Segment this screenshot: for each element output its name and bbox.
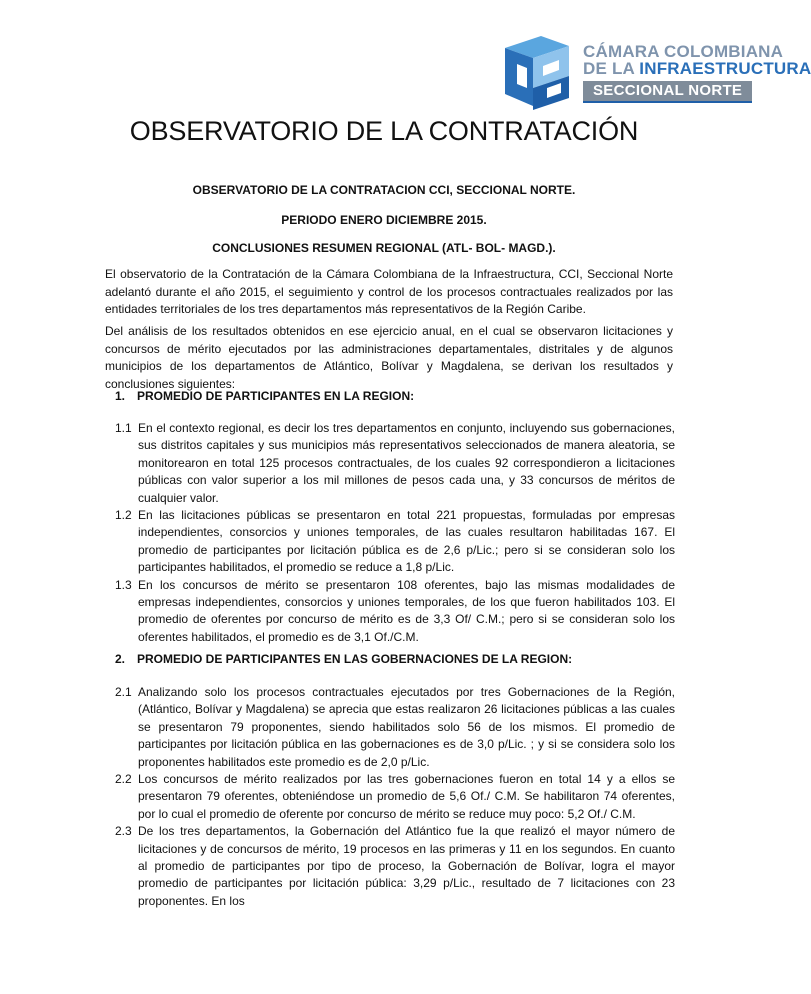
analysis-paragraph: Del análisis de los resultados obtenidos en ese ejercicio anual, en el cual se observaron licitaciones y concursos de mérito ejecutados por las administraciones departamentales, distritales y de algunos municipios de los departamentos de Atlántico, Bolívar y Magdalena, se derivan los resultados y conclusiones siguientes: bbox=[105, 324, 673, 391]
list-item bbox=[115, 823, 675, 910]
section-number: 2. bbox=[115, 652, 126, 666]
cci-logo-mark-icon bbox=[497, 36, 577, 112]
section-number: 1. bbox=[115, 389, 126, 403]
item-number: 1.3 bbox=[115, 577, 132, 592]
item-number: 1.1 bbox=[115, 421, 132, 435]
section-heading bbox=[115, 389, 675, 403]
page-title: OBSERVATORIO DE LA CONTRATACIÓN bbox=[129, 116, 639, 146]
section-items bbox=[115, 420, 675, 646]
list-item bbox=[115, 577, 675, 647]
cci-logo bbox=[497, 36, 811, 112]
item-text: Analizando solo los procesos contractuales ejecutados por tres Gobernaciones de la Región, (Atlántico, Bolívar y Magdalena) se aprecia que estas realizaron 26 licitaciones públicas a las cuales se presentaron 79 proponentes, siendo habilitados solo 56 de los mismos. El promedio de participantes por licitación pública en las gobernaciones es de 3,0 p/Lic. ; y si se considera solo los proponentes habilitados este promedio es de 2,0 p/Lic. bbox=[138, 685, 675, 769]
intro-paragraph: El observatorio de la Contratación de la Cámara Colombiana de la Infraestructura, CCI, Seccional Norte adelantó durante el año 2015, el seguimiento y control de los procesos contractuales realizados por las entidades territoriales de los tres departamentos más representativos de la Región Caribe. bbox=[105, 267, 673, 316]
subtitle-periodo: PERIODO ENERO DICIEMBRE 2015. bbox=[281, 213, 487, 227]
logo-seccional-banner: SECCIONAL NORTE bbox=[583, 81, 752, 103]
logo-line-infraestructura bbox=[583, 59, 811, 78]
list-item bbox=[115, 684, 675, 771]
item-number: 1.2 bbox=[115, 508, 132, 523]
item-text: En los concursos de mérito se presentaron 108 oferentes, bajo las mismas modalidades de empresas independientes, consorcios y uniones temporales, de los que fueron habilitados 103. El promedio de oferentes por concurso de mérito es de 3,3 Of/ C.M.; pero si se consideran solo los oferentes habilitados, el promedio es de 3,1 Of./C.M. bbox=[138, 577, 675, 644]
item-text: De los tres departamentos, la Gobernación del Atlántico fue la que realizó el mayor número de licitaciones y de concursos de mérito, 19 procesos en las primeras y 11 en los segundos. En cuanto al promedio de participantes por tipo de proceso, la Gobernación de Bolívar, logra el mayor promedio de participantes por licitación pública: 3,29 p/Lic., resultado de 7 licitaciones con 23 proponentes. En los bbox=[138, 824, 675, 908]
item-number: 2.2 bbox=[115, 772, 132, 787]
section-items bbox=[115, 684, 675, 910]
item-number: 2.3 bbox=[115, 824, 132, 839]
list-item bbox=[115, 420, 675, 507]
logo-line-prefix: DE LA bbox=[583, 59, 640, 78]
section-title: PROMEDIO DE PARTICIPANTES EN LA REGION: bbox=[137, 389, 415, 403]
logo-line-main: INFRAESTRUCTURA bbox=[639, 59, 811, 78]
item-text: Los concursos de mérito realizados por las tres gobernaciones fueron en total 14 y a ellos se presentaron 79 oferentes, obteniéndose un promedio de 5,6 Of./ C.M. Se habilitaron 74 oferentes, por lo cual el promedio de oferente por concurso de mérito se reduce muy poco: 5,2 Of./ C.M. bbox=[138, 772, 675, 821]
subtitle-conclusiones: CONCLUSIONES RESUMEN REGIONAL (ATL- BOL- MAGD.). bbox=[212, 241, 556, 255]
cci-logo-text bbox=[583, 42, 811, 103]
section-title: PROMEDIO DE PARTICIPANTES EN LAS GOBERNACIONES DE LA REGION: bbox=[137, 652, 573, 666]
item-text: En las licitaciones públicas se presentaron en total 221 propuestas, formuladas por empresas independientes, consorcios y uniones temporales, de las cuales resultaron habilitadas 167. El promedio de participantes por licitación pública es de 2,6 p/Lic.; pero si se consideran solo los participantes habilitados, el promedio se reduce a 1,8 p/Lic. bbox=[138, 508, 675, 575]
section-heading bbox=[115, 652, 675, 666]
item-number: 2.1 bbox=[115, 685, 132, 699]
item-text: En el contexto regional, es decir los tres departamentos en conjunto, incluyendo sus gobernaciones, sus distritos capitales y sus municipios más representativos seleccionados de manera aleatoria, se monitorearon en total 125 procesos contractuales, de los cuales 92 correspondieron a licitaciones públicas con valor superior a los mil millones de pesos cada una, y 33 concursos de méritos de cualquier valor. bbox=[138, 421, 675, 505]
list-item bbox=[115, 771, 675, 823]
list-item bbox=[115, 507, 675, 577]
logo-line-camara: CÁMARA COLOMBIANA bbox=[583, 42, 784, 61]
subtitle-observatorio: OBSERVATORIO DE LA CONTRATACION CCI, SECCIONAL NORTE. bbox=[192, 183, 576, 197]
